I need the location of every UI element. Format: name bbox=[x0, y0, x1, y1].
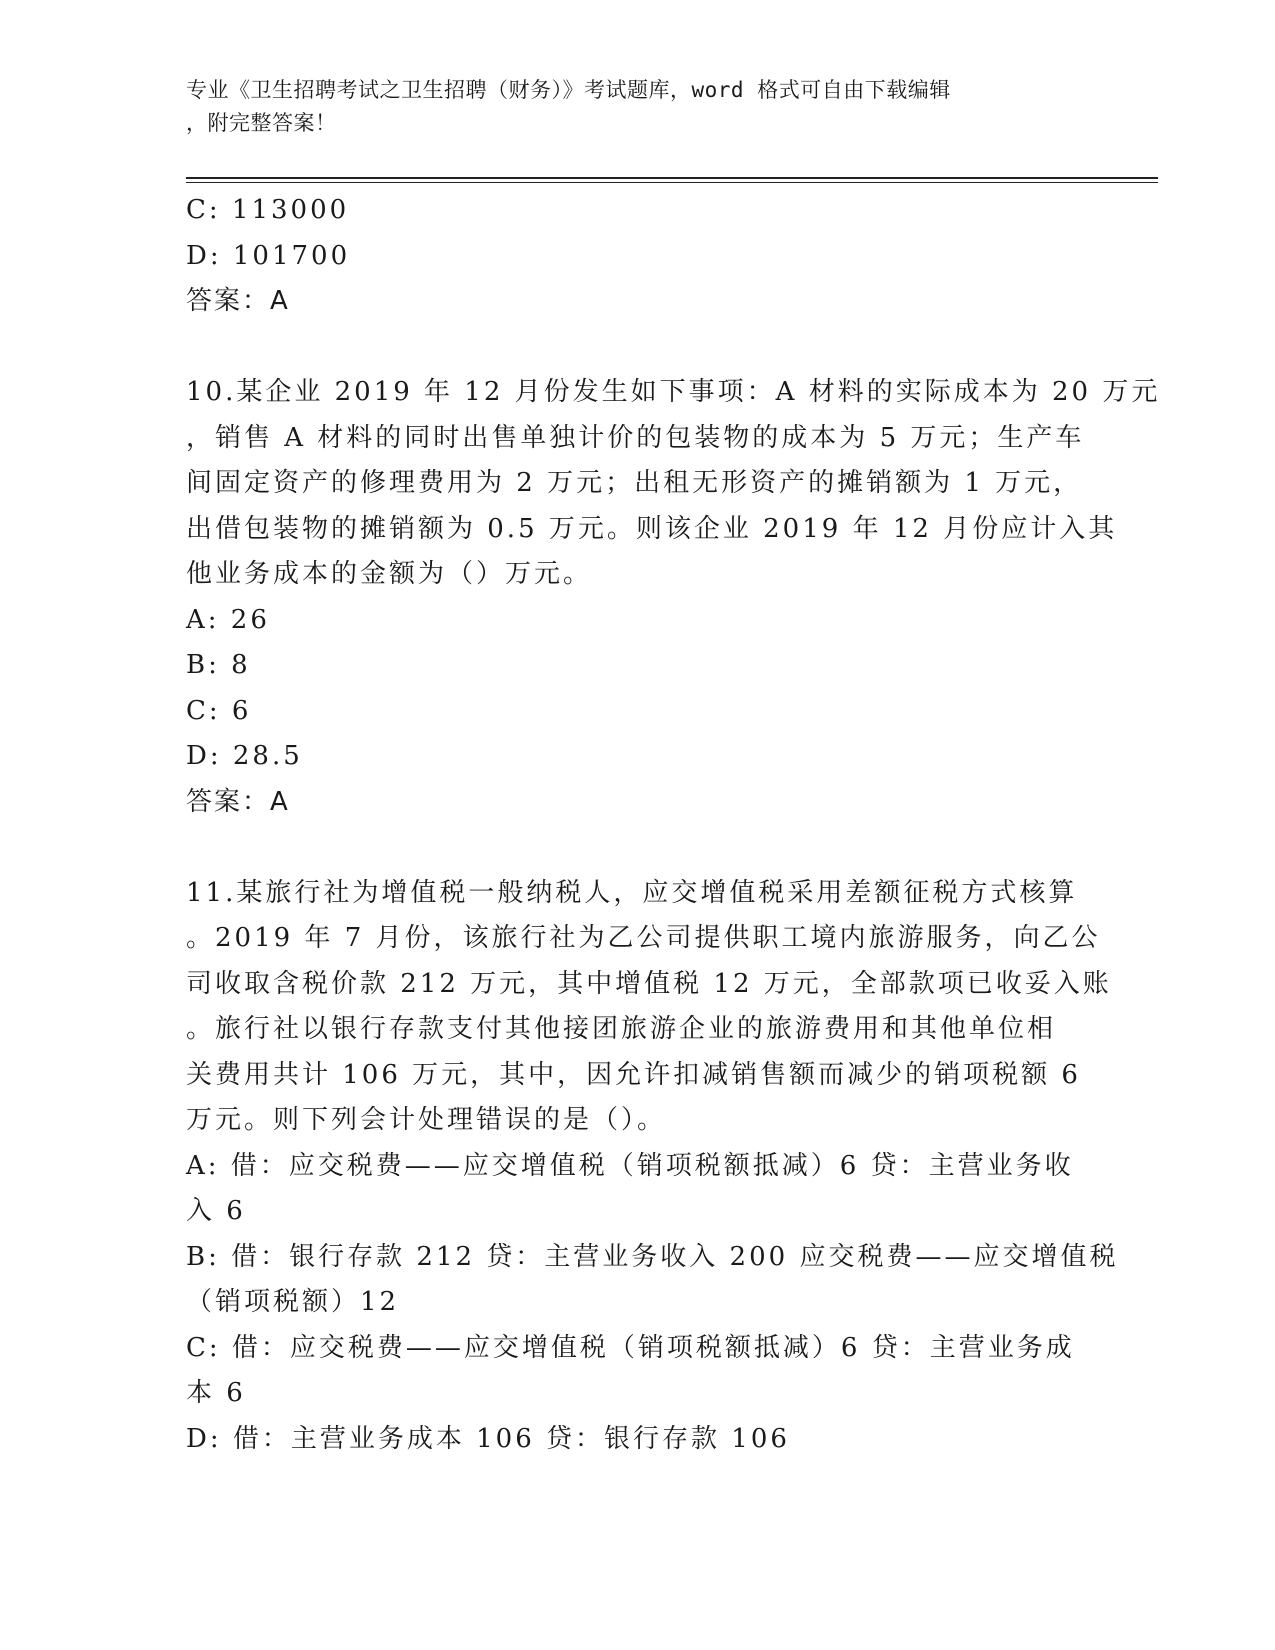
q10-answer: 答案：A bbox=[186, 786, 290, 817]
q11-stem-line-3: 司收取含税价款 212 万元，其中增值税 12 万元，全部款项已收妥入账 bbox=[186, 968, 1112, 999]
header-divider-thin bbox=[186, 182, 1158, 183]
q11-stem-line-4: 。旅行社以银行存款支付其他接团旅游企业的旅游费用和其他单位相 bbox=[186, 1014, 1057, 1044]
q10-stem-line-2: ，销售 A 材料的同时出售单独计价的包装物的成本为 5 万元；生产车 bbox=[186, 422, 1085, 453]
q11-stem-line-1: 11.某旅行社为增值税一般纳税人，应交增值税采用差额征税方式核算 bbox=[186, 877, 1078, 908]
header-line-2: ，附完整答案！ bbox=[186, 111, 337, 135]
q11-option-d: D: 借：主营业务成本 106 贷：银行存款 106 bbox=[186, 1423, 790, 1454]
q10-option-a: A: 26 bbox=[186, 604, 270, 635]
prev-option-d: D: 101700 bbox=[186, 240, 351, 271]
q11-option-c-line-1: C: 借：应交税费——应交增值税（销项税额抵减）6 贷：主营业务成 bbox=[186, 1332, 1075, 1363]
q10-option-b: B: 8 bbox=[186, 650, 251, 680]
header-line-1: 专业《卫生招聘考试之卫生招聘（财务）》考试题库，word 格式可自由下载编辑 bbox=[186, 78, 951, 102]
q10-stem-line-1: 10.某企业 2019 年 12 月份发生如下事项：A 材料的实际成本为 20 万元 bbox=[186, 377, 1161, 407]
q11-stem-line-2: 。2019 年 7 月份，该旅行社为乙公司提供职工境内旅游服务，向乙公 bbox=[186, 923, 1101, 953]
q11-option-a-line-1: A: 借：应交税费——应交增值税（销项税额抵减）6 贷：主营业务收 bbox=[186, 1150, 1074, 1181]
document-header bbox=[186, 74, 1086, 140]
q10-option-d: D: 28.5 bbox=[186, 741, 303, 771]
q11-option-b-line-1: B: 借：银行存款 212 贷：主营业务收入 200 应交税费——应交增值税 bbox=[186, 1241, 1119, 1272]
q11-option-c-line-2: 本 6 bbox=[186, 1378, 246, 1408]
spacer bbox=[186, 325, 1086, 371]
question-11 bbox=[186, 871, 1119, 1463]
q11-option-a-line-2: 入 6 bbox=[186, 1196, 246, 1226]
prev-option-c: C: 113000 bbox=[186, 195, 350, 225]
header-divider-thick bbox=[186, 177, 1158, 179]
q10-option-c: C: 6 bbox=[186, 695, 252, 726]
q11-stem-line-6: 万元。则下列会计处理错误的是（）。 bbox=[186, 1105, 667, 1135]
spacer bbox=[186, 825, 1086, 871]
q10-stem-line-4: 出借包装物的摊销额为 0.5 万元。则该企业 2019 年 12 月份应计入其 bbox=[186, 513, 1118, 544]
q11-stem-line-5: 关费用共计 106 万元，其中，因允许扣减销售额而减少的销项税额 6 bbox=[186, 1059, 1081, 1090]
q10-stem-line-5: 他业务成本的金额为（）万元。 bbox=[186, 559, 593, 589]
question-content bbox=[186, 188, 1161, 1462]
prev-answer: 答案：A bbox=[186, 286, 290, 316]
q10-stem-line-3: 间固定资产的修理费用为 2 万元；出租无形资产的摊销额为 1 万元， bbox=[186, 468, 1083, 498]
q11-option-b-line-2: （销项税额）12 bbox=[186, 1287, 400, 1317]
question-10 bbox=[186, 370, 1161, 825]
